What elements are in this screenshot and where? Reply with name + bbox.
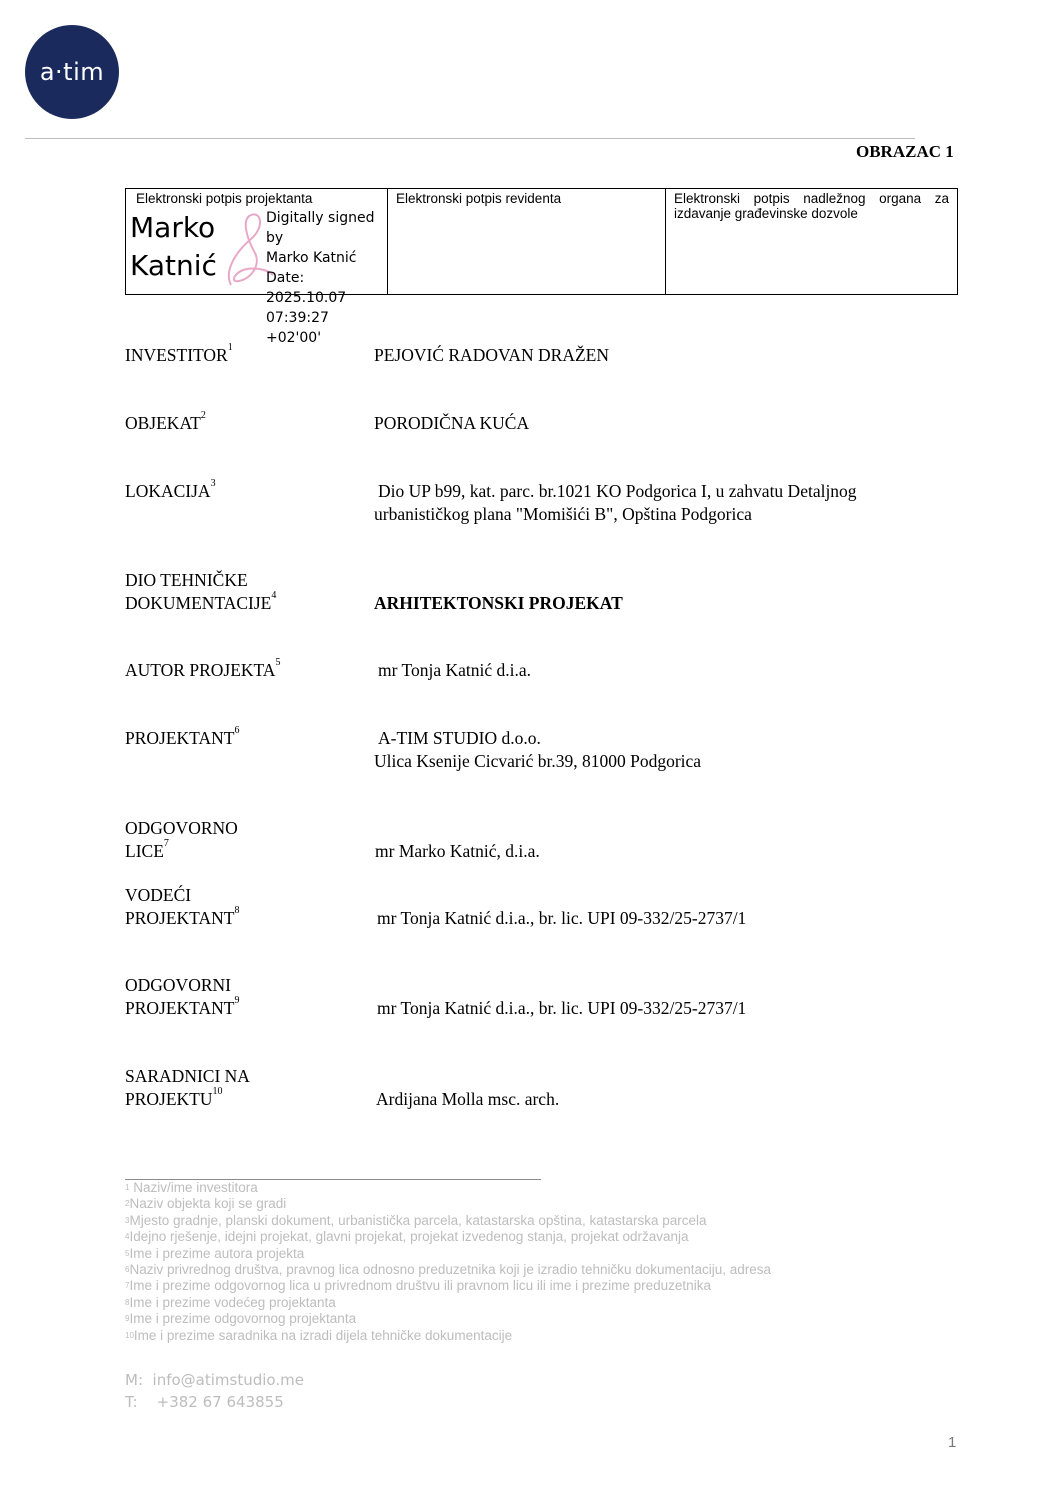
designer-signature-cell xyxy=(126,189,388,346)
field-value-saradnici: Ardijana Molla msc. arch. xyxy=(376,1089,560,1109)
field-label-odgovorni: ODGOVORNI xyxy=(125,975,231,995)
field-value-autor-projekta: mr Tonja Katnić d.i.a. xyxy=(378,660,531,680)
contact-email: info@atimstudio.me xyxy=(152,1371,304,1389)
form-code: OBRAZAC 1 xyxy=(856,142,954,161)
signature-detail-line: Digitally signed by xyxy=(266,210,375,246)
footnote-item: $^{10}$Ime i prezime saradnika na izradi dijela tehničke dokumentacije xyxy=(125,1327,513,1343)
field-value-objekat: PORODIČNA KUĆA xyxy=(374,413,530,433)
field-label-investitor: INVESTITOR$^1$ xyxy=(125,342,233,365)
designer-signature-label: Elektronski potpis projektanta xyxy=(136,191,313,206)
field-value-lokacija: Dio UP b99, kat. parc. br.1021 KO Podgorica I, u zahvatu Detaljnog xyxy=(378,481,857,501)
field-label-projektant: PROJEKTANT$^6$ xyxy=(125,725,240,748)
footnote-item: $^3$Mjesto gradnje, planski dokument, urbanistička parcela, katastarska opština, katastarska parcela xyxy=(125,1212,707,1228)
footnote-item: $^8$Ime i prezime vodećeg projektanta xyxy=(125,1294,336,1310)
field-label-lokacija: LOKACIJA$^3$ xyxy=(125,478,216,501)
signature-details xyxy=(266,208,387,348)
field-value-dio-dokumentacije: ARHITEKTONSKI PROJEKAT xyxy=(374,593,623,613)
footnote-item: $^5$Ime i prezime autora projekta xyxy=(125,1245,305,1261)
signer-first-name: Marko xyxy=(130,211,216,244)
field-label-autor-projekta: AUTOR PROJEKTA$^5$ xyxy=(125,657,281,680)
signature-detail-line: Marko Katnić xyxy=(266,250,357,266)
contact-email-line: M: info@atimstudio.me xyxy=(125,1371,304,1389)
authority-signature-label: Elektronski potpis nadležnog organa za izdavanje građevinske dozvole xyxy=(674,191,949,221)
footnote-item: $^4$Idejno rješenje, idejni projekat, glavni projekat, projekat izvedenog stanja, projekat održavanja xyxy=(125,1229,689,1245)
field-value-odgovorni-projektant: mr Tonja Katnić d.i.a., br. lic. UPI 09-332/25-2737/1 xyxy=(377,998,747,1018)
field-value-projektant-address: Ulica Ksenije Cicvarić br.39, 81000 Podgorica xyxy=(374,751,702,771)
signature-detail-line: 07:39:27 +02'00' xyxy=(266,310,329,346)
field-value-investitor: PEJOVIĆ RADOVAN DRAŽEN xyxy=(374,345,609,365)
footnote-item: $^9$Ime i prezime odgovornog projektanta xyxy=(125,1311,357,1327)
contact-info xyxy=(125,1369,304,1413)
authority-signature-cell xyxy=(666,189,958,295)
field-label-vodeci: VODEĆI xyxy=(125,885,192,905)
contact-phone-line: T: +382 67 643855 xyxy=(125,1393,284,1411)
header-divider xyxy=(25,138,915,139)
field-label-lice: LICE$^7$ xyxy=(125,838,169,861)
field-value-lokacija-line2: urbanističkog plana "Momišići B", Opština Podgorica xyxy=(374,504,752,524)
field-label-projektu: PROJEKTU$^{10}$ xyxy=(125,1086,223,1109)
field-value-odgovorno-lice: mr Marko Katnić, d.i.a. xyxy=(375,841,540,861)
reviewer-signature-cell xyxy=(388,189,666,295)
footnotes xyxy=(125,1180,771,1344)
page-number: 1 xyxy=(948,1434,957,1451)
field-label-odgovorno: ODGOVORNO xyxy=(125,818,238,838)
reviewer-signature-label: Elektronski potpis revidenta xyxy=(396,191,562,206)
signature-table xyxy=(125,188,958,346)
company-logo xyxy=(25,25,119,119)
field-label-odgovorni-projektant: PROJEKTANT$^9$ xyxy=(125,995,240,1018)
footnote-item: $^1$ Naziv/ime investitora xyxy=(125,1180,258,1195)
signature-detail-line: Date: 2025.10.07 xyxy=(266,270,347,306)
footnote-item: $^2$Naziv objekta koji se gradi xyxy=(125,1196,287,1212)
field-label-vodeci-projektant: PROJEKTANT$^8$ xyxy=(125,905,240,928)
signer-last-name: Katnić xyxy=(130,249,217,282)
field-label-dokumentacije: DOKUMENTACIJE$^4$ xyxy=(125,590,277,613)
logo-text: a·tim xyxy=(39,58,105,86)
footnote-item: $^6$Naziv privrednog društva, pravnog lica odnosno preduzetnika koji je izradio tehničku dokumentaciju, adresa xyxy=(125,1262,772,1278)
footnote-item: $^7$Ime i prezime odgovornog lica u privrednom društvu ili pravnom licu ili ime i prezime preduzetnika xyxy=(125,1278,711,1294)
field-label-objekat: OBJEKAT$^2$ xyxy=(125,410,206,433)
field-label-dio-tehnicke: DIO TEHNIČKE xyxy=(125,570,248,590)
contact-phone: +382 67 643855 xyxy=(156,1393,284,1411)
field-value-vodeci-projektant: mr Tonja Katnić d.i.a., br. lic. UPI 09-332/25-2737/1 xyxy=(377,908,747,928)
field-value-projektant-name: A-TIM STUDIO d.o.o. xyxy=(378,728,541,748)
field-label-saradnici: SARADNICI NA xyxy=(125,1066,250,1086)
signer-name xyxy=(130,209,217,285)
